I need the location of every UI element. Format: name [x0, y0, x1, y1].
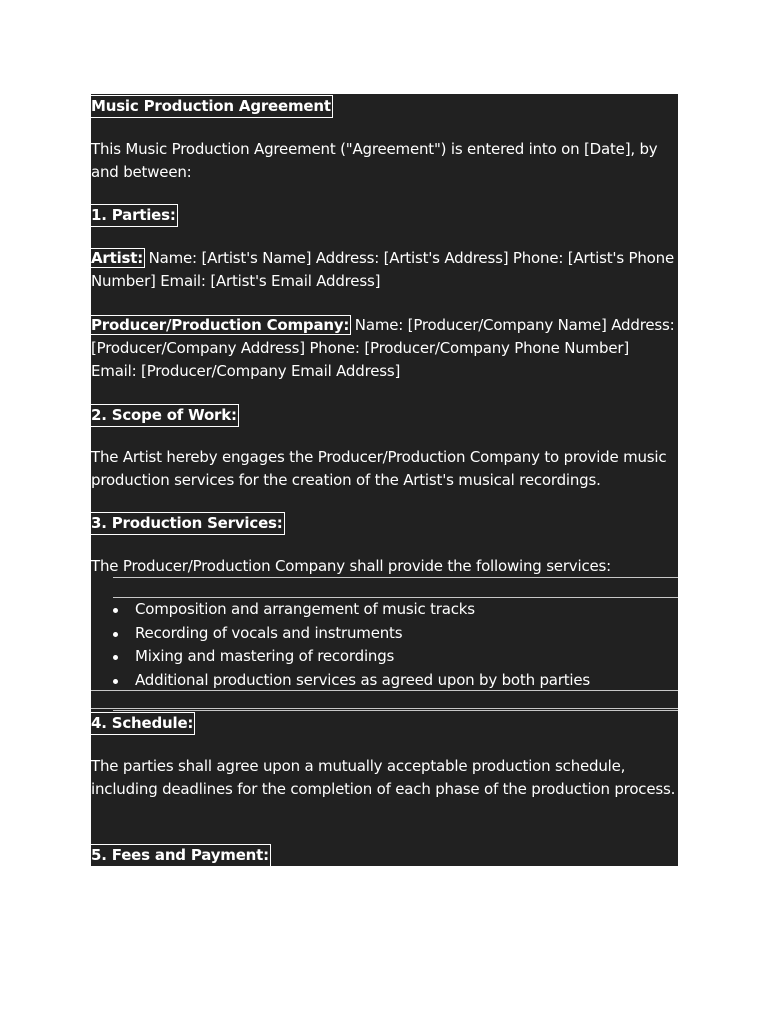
document-title-block — [91, 95, 678, 118]
section-5-heading: 5. Fees and Payment: — [91, 846, 269, 864]
producer-details: Name: [Producer/Company Name] Address: [Producer/Company Address] Phone: [Producer/Company Phone Number] Email: [Producer/Company Email Address] — [91, 316, 675, 380]
services-intro-paragraph: The Producer/Production Company shall provide the following services: — [91, 557, 611, 575]
services-list — [113, 598, 590, 692]
bullet-icon — [113, 608, 118, 613]
section-3-heading: 3. Production Services: — [91, 514, 283, 532]
producer-paragraph — [91, 314, 678, 383]
bullet-icon — [113, 679, 118, 684]
artist-details: Name: [Artist's Name] Address: [Artist's Address] Phone: [Artist's Phone Number] Email: [Artist's Email Address] — [91, 249, 674, 290]
section-3-heading-block — [91, 512, 678, 535]
schedule-paragraph: The parties shall agree upon a mutually acceptable production schedule, including deadlines for the completion of each phase of the production process. — [91, 757, 676, 798]
document-title: Music Production Agreement — [91, 97, 331, 115]
list-item: Additional production services as agreed upon by both parties — [113, 669, 590, 693]
section-5-heading-block — [91, 844, 678, 866]
section-4-heading: 4. Schedule: — [91, 714, 194, 732]
producer-label: Producer/Production Company: — [91, 316, 350, 334]
list-item: Mixing and mastering of recordings — [113, 645, 590, 669]
artist-paragraph — [91, 247, 678, 293]
section-4-heading-block — [91, 712, 678, 735]
artist-label: Artist: — [91, 249, 144, 267]
section-1-heading-block — [91, 204, 678, 227]
section-2-heading: 2. Scope of Work: — [91, 406, 237, 424]
section-2-heading-block — [91, 404, 678, 427]
list-item: Composition and arrangement of music tracks — [113, 598, 590, 622]
intro-paragraph: This Music Production Agreement ("Agreement") is entered into on [Date], by and between: — [91, 140, 658, 181]
section-1-heading: 1. Parties: — [91, 206, 176, 224]
list-item: Recording of vocals and instruments — [113, 622, 590, 646]
scope-paragraph: The Artist hereby engages the Producer/Production Company to provide music production services for the creation of the Artist's musical recordings. — [91, 448, 667, 489]
bullet-icon — [113, 655, 118, 660]
document-body — [91, 94, 678, 866]
bullet-icon — [113, 632, 118, 637]
list-divider — [91, 690, 678, 709]
